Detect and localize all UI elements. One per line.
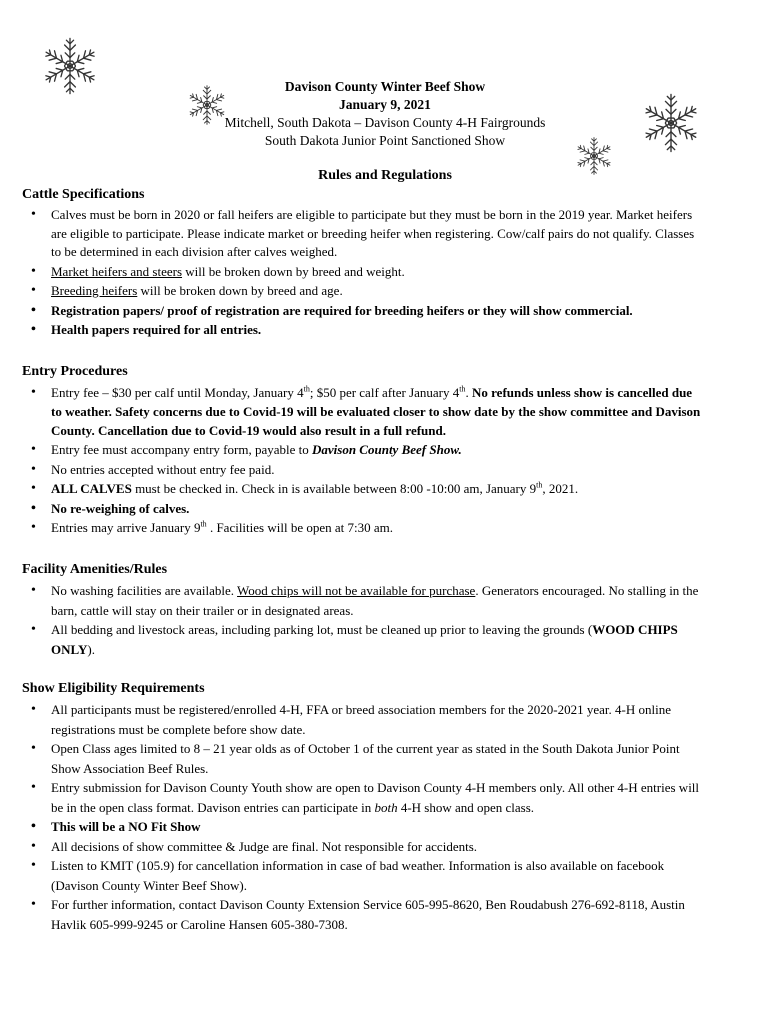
section-show-eligibility <box>22 680 702 934</box>
list-item: • Breeding heifers will be broken down by breed and age. <box>22 281 702 301</box>
rules-title: Rules and Regulations <box>318 168 452 183</box>
section-heading: Facility Amenities/Rules <box>22 562 168 577</box>
list-item: • ALL CALVES must be checked in. Check in is available between 8:00 -10:00 am, January 9th, 2021. <box>22 479 702 499</box>
list-item: • All decisions of show committee & Judge are final. Not responsible for accidents. <box>22 837 702 857</box>
list-item: • For further information, contact Davison County Extension Service 605-995-8620, Ben Roudabush 276-692-8118, Austin Havlik 605-999-9245 or Caroline Hansen 605-380-7308. <box>22 895 702 934</box>
list-item: • All bedding and livestock areas, including parking lot, must be cleaned up prior to leaving the grounds (WOOD CHIPS ONLY). <box>22 620 702 659</box>
section-heading: Cattle Specifications <box>22 187 145 202</box>
list-item: • Entries may arrive January 9th . Facilities will be open at 7:30 am. <box>22 518 702 538</box>
list-item: • No washing facilities are available. Wood chips will not be available for purchase. Generators encouraged. No stalling in the barn, cattle will stay on their trailer or in designated areas. <box>22 581 702 620</box>
list-item: • Entry fee – $30 per calf until Monday, January 4th; $50 per calf after January 4th. No refunds unless show is cancelled due to weather. Safety concerns due to Covid-19 will be evaluated closer to show date by the show committee and Davison County. Cancellation due to Covid-19 would also result in a full refund. <box>22 383 702 440</box>
document-header <box>0 78 770 150</box>
list-item: • No entries accepted without entry fee paid. <box>22 460 702 480</box>
section-facility-amenities <box>22 561 702 659</box>
list-item: • No re-weighing of calves. <box>22 499 702 519</box>
list-item: • Entry fee must accompany entry form, payable to Davison County Beef Show. <box>22 440 702 460</box>
list-item: • Entry submission for Davison County Youth show are open to Davison County 4-H members only. All other 4-H entries will be in the open class format. Davison entries can participate in both 4-H show and open class. <box>22 778 702 817</box>
show-title: Davison County Winter Beef Show <box>284 79 486 94</box>
list-item: • Listen to KMIT (105.9) for cancellation information in case of bad weather. Information is also available on facebook (Davison County Winter Beef Show). <box>22 856 702 895</box>
show-sanction: South Dakota Junior Point Sanctioned Show <box>264 133 506 148</box>
list-item: • Health papers required for all entries. <box>22 320 702 340</box>
list-item: • Calves must be born in 2020 or fall heifers are eligible to participate but they must be born in the 2019 year. Market heifers are eligible to participate. Please indicate market or breeding heifer when registering. Cow/calf pairs do not qualify. Classes to be determined in each division after calves weighed. <box>22 206 702 262</box>
list-item: • Registration papers/ proof of registration are required for breeding heifers or they will show commercial. <box>22 301 702 321</box>
list-item: • Market heifers and steers will be broken down by breed and weight. <box>22 262 702 282</box>
section-cattle-specifications <box>22 186 702 340</box>
list-item: • This will be a NO Fit Show <box>22 817 702 837</box>
show-date: January 9, 2021 <box>339 97 431 112</box>
section-entry-procedures <box>22 363 702 538</box>
section-heading: Entry Procedures <box>22 364 128 379</box>
list-item: • All participants must be registered/enrolled 4-H, FFA or breed association members for the 2020-2021 year. 4-H online registrations must be complete before show date. <box>22 700 702 739</box>
show-location: Mitchell, South Dakota – Davison County 4-H Fairgrounds <box>224 115 546 130</box>
section-heading: Show Eligibility Requirements <box>22 681 205 696</box>
list-item: • Open Class ages limited to 8 – 21 year olds as of October 1 of the current year as stated in the South Dakota Junior Point Show Association Beef Rules. <box>22 739 702 778</box>
